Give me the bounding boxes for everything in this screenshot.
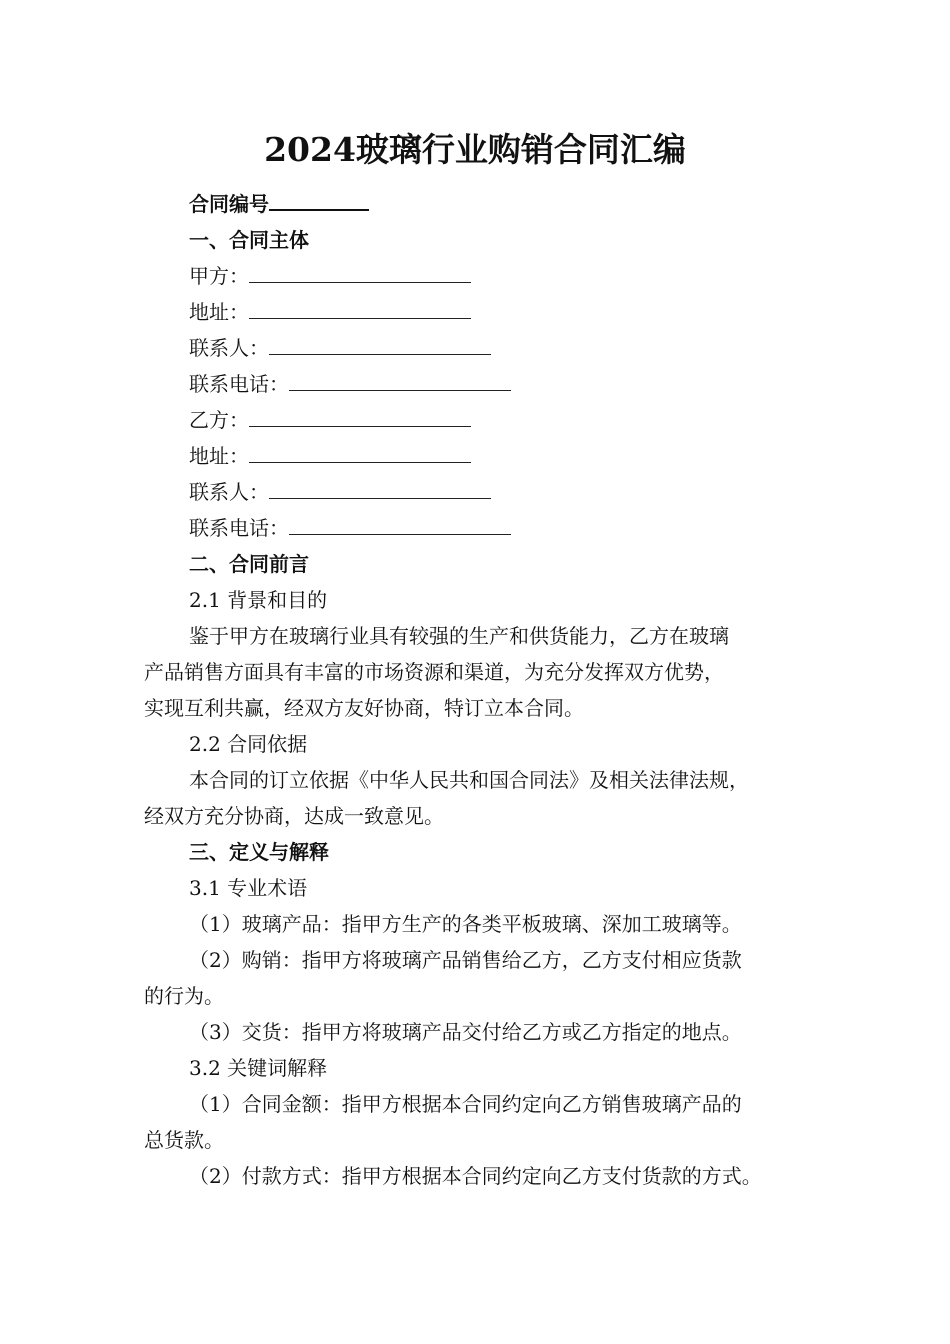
subsection-2-2: 2.2 合同依据: [189, 732, 308, 756]
party-a-line: [144, 258, 844, 294]
contact-a-label: 联系人：: [189, 336, 269, 360]
address-a-blank: [249, 296, 471, 319]
party-b-blank: [249, 404, 471, 427]
list-item: （1）玻璃产品：指甲方生产的各类平板玻璃、深加工玻璃等。: [189, 912, 742, 936]
paragraph-line: 鉴于甲方在玻璃行业具有较强的生产和供货能力，乙方在玻璃: [189, 624, 729, 648]
section-heading-definitions: 三、定义与解释: [189, 840, 329, 864]
phone-b-blank: [289, 512, 511, 535]
paragraph-line: 产品销售方面具有丰富的市场资源和渠道，为充分发挥双方优势，: [144, 660, 724, 684]
subsection-3-2: 3.2 关键词解释: [189, 1056, 328, 1080]
subsection-2-1: 2.1 背景和目的: [189, 588, 328, 612]
contract-number-line: [144, 186, 844, 222]
document-title: 2024玻璃行业购销合同汇编: [264, 130, 686, 169]
subsection-3-1: 3.1 专业术语: [189, 876, 308, 900]
address-a-line: [144, 294, 844, 330]
contact-b-line: [144, 474, 844, 510]
document-body: [144, 186, 844, 1194]
paragraph-line: 本合同的订立依据《中华人民共和国合同法》及相关法律法规，: [189, 768, 749, 792]
party-a-blank: [249, 260, 471, 283]
party-a-label: 甲方：: [189, 264, 249, 288]
party-b-line: [144, 402, 844, 438]
address-b-line: [144, 438, 844, 474]
phone-a-label: 联系电话：: [189, 372, 289, 396]
section-heading-parties: 一、合同主体: [189, 228, 309, 252]
list-item: （3）交货：指甲方将玻璃产品交付给乙方或乙方指定的地点。: [189, 1020, 742, 1044]
contact-a-line: [144, 330, 844, 366]
contact-a-blank: [269, 332, 491, 355]
address-b-label: 地址：: [189, 444, 249, 468]
phone-a-line: [144, 366, 844, 402]
phone-b-line: [144, 510, 844, 546]
phone-a-blank: [289, 368, 511, 391]
party-b-label: 乙方：: [189, 408, 249, 432]
list-item-continuation: 的行为。: [144, 984, 224, 1008]
paragraph-line: 实现互利共赢，经双方友好协商，特订立本合同。: [144, 696, 584, 720]
list-item: （2）付款方式：指甲方根据本合同约定向乙方支付货款的方式。: [189, 1164, 762, 1188]
contact-b-label: 联系人：: [189, 480, 269, 504]
contact-b-blank: [269, 476, 491, 499]
section-heading-preamble: 二、合同前言: [189, 552, 309, 576]
phone-b-label: 联系电话：: [189, 516, 289, 540]
contract-number-label: 合同编号: [189, 192, 269, 216]
list-item: （2）购销：指甲方将玻璃产品销售给乙方，乙方支付相应货款: [189, 948, 742, 972]
list-item-continuation: 总货款。: [144, 1128, 224, 1152]
address-b-blank: [249, 440, 471, 463]
contract-number-blank: [269, 187, 369, 211]
address-a-label: 地址：: [189, 300, 249, 324]
list-item: （1）合同金额：指甲方根据本合同约定向乙方销售玻璃产品的: [189, 1092, 742, 1116]
paragraph-line: 经双方充分协商，达成一致意见。: [144, 804, 444, 828]
